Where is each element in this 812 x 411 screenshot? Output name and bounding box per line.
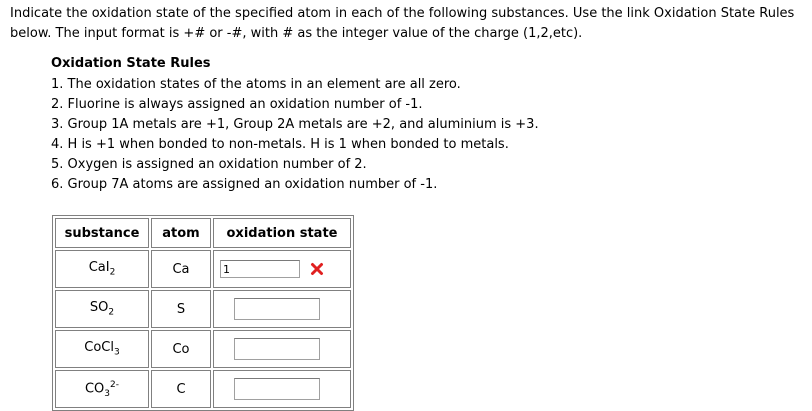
oxidation-table <box>52 215 354 411</box>
table-row <box>55 330 351 368</box>
x-mark-icon <box>310 262 324 276</box>
table-row <box>55 370 351 408</box>
answer-input-cai2[interactable] <box>220 260 300 278</box>
rule-item: 1. The oxidation states of the atoms in an element are all zero. <box>51 77 461 92</box>
formula-base: CaI <box>88 260 110 276</box>
formula-subscript: 2 <box>109 267 116 278</box>
instructions-text: Indicate the oxidation state of the specified atom in each of the following substances. Use the link Oxidation State Rules below. The input format is +# or -#, with # as the integer value of the charge (1,2,etc). <box>10 6 795 41</box>
answer-cell <box>213 370 351 408</box>
formula-subscript: 3 <box>104 388 111 399</box>
rule-item: 2. Fluorine is always assigned an oxidation number of -1. <box>51 97 423 112</box>
atom-cell: Co <box>151 330 211 368</box>
table-row <box>55 290 351 328</box>
substance-cell <box>55 290 149 328</box>
answer-input-so2[interactable] <box>234 298 320 320</box>
atom-cell: S <box>151 290 211 328</box>
header-atom: atom <box>151 218 211 248</box>
rule-item: 5. Oxygen is assigned an oxidation number of 2. <box>51 157 367 172</box>
atom-cell: C <box>151 370 211 408</box>
rule-item: 4. H is +1 when bonded to non-metals. H is 1 when bonded to metals. <box>51 137 509 152</box>
substance-cell <box>55 370 149 408</box>
answer-cell <box>213 290 351 328</box>
table-row <box>55 250 351 288</box>
rules-title: Oxidation State Rules <box>51 56 211 71</box>
formula-subscript: 3 <box>114 347 120 358</box>
rule-item: 6. Group 7A atoms are assigned an oxidation number of -1. <box>51 177 438 192</box>
header-substance: substance <box>55 218 149 248</box>
formula-base: CoCl <box>84 340 114 356</box>
table-header-row <box>55 218 351 248</box>
formula-subscript: 2 <box>108 307 115 318</box>
rule-item: 3. Group 1A metals are +1, Group 2A metals are +2, and aluminium is +3. <box>51 117 539 132</box>
substance-cell <box>55 250 149 288</box>
rules-list <box>51 75 539 195</box>
answer-input-cocl3[interactable] <box>234 338 320 360</box>
answer-input-co3[interactable] <box>234 378 320 400</box>
atom-cell: Ca <box>151 250 211 288</box>
formula-base: SO <box>89 300 109 316</box>
substance-cell <box>55 330 149 368</box>
header-oxidation-state: oxidation state <box>213 218 351 248</box>
answer-cell <box>213 330 351 368</box>
oxidation-rules <box>51 55 539 195</box>
formula-superscript: 2- <box>110 379 120 390</box>
answer-cell <box>213 250 351 288</box>
formula-base: CO <box>84 380 105 396</box>
